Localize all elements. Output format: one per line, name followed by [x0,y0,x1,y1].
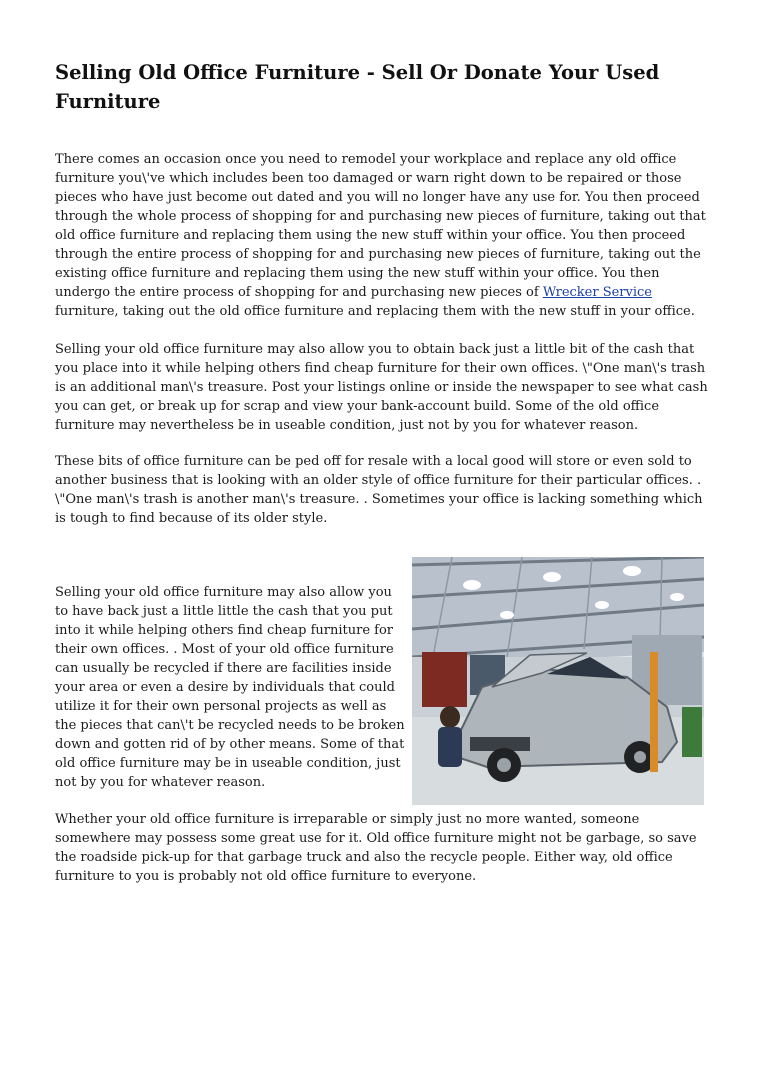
paragraph-recycle: Selling your old office furniture may also allow you to have back just a little little the cash that you put into it while helping others find cheap furniture for their own offices. . Most of your old office furniture can usually be recycled if there are facilities inside your area or even a desire by individuals that could utilize it for their own personal projects as well as the pieces that can\'t be recycled needs to be broken down and gotten rid of by other means. Some of that old office furniture may be in useable condition, just not by you for whatever reason. [55,585,405,790]
page-title: Selling Old Office Furniture - Sell Or Donate Your Used Furniture [55,61,660,113]
paragraph-intro-text-end: furniture, taking out the old office furniture and replacing them with the new stuff in your office. [55,304,695,319]
paragraph-intro [55,150,717,321]
paragraph-conclusion: Whether your old office furniture is irreparable or simply just no more wanted, someone somewhere may possess some great use for it. Old office furniture might not be garbage, so save the roadside pick-up for that garbage truck and also the recycle people. Either way, old office furniture to you is probably not old office furniture to everyone. [55,812,697,884]
wrecker-service-link[interactable]: Wrecker Service [542,285,653,300]
paragraph-resale: These bits of office furniture can be ped off for resale with a local good will store or even sold to another business that is looking with an older style of office furniture for their particular offices. . \"One man\'s trash is another man\'s treasure. . Sometimes your office is lacking something which is tough to find because of its older style. [55,454,703,526]
garage-illustration [412,557,704,805]
garage-photo [412,557,704,805]
paragraph-selling: Selling your old office furniture may also allow you to obtain back just a little bit of the cash that you place into it while helping others find cheap furniture for their own offices. \"One man\'s trash is an additional man\'s treasure. Post your listings online or inside the newspaper to see what cash you can get, or break up for scrap and view your bank-account build. Some of the old office furniture may nevertheless be in useable condition, just not by you for whatever reason. [55,342,708,433]
paragraph-intro-text-start: There comes an occasion once you need to remodel your workplace and replace any old office furniture you\'ve which includes been too damaged or warn right down to be repaired or those pieces who have just become out dated and you will no longer have any use for. You then proceed through the whole process of shopping for and purchasing new pieces of furniture, taking out that old office furniture and replacing them using the new stuff within your office. You then proceed through the entire process of shopping for and purchasing new pieces of furniture, taking out the existing office furniture and replacing them using the new stuff within your office. You then undergo the entire process of shopping for and purchasing new pieces of [55,152,706,300]
